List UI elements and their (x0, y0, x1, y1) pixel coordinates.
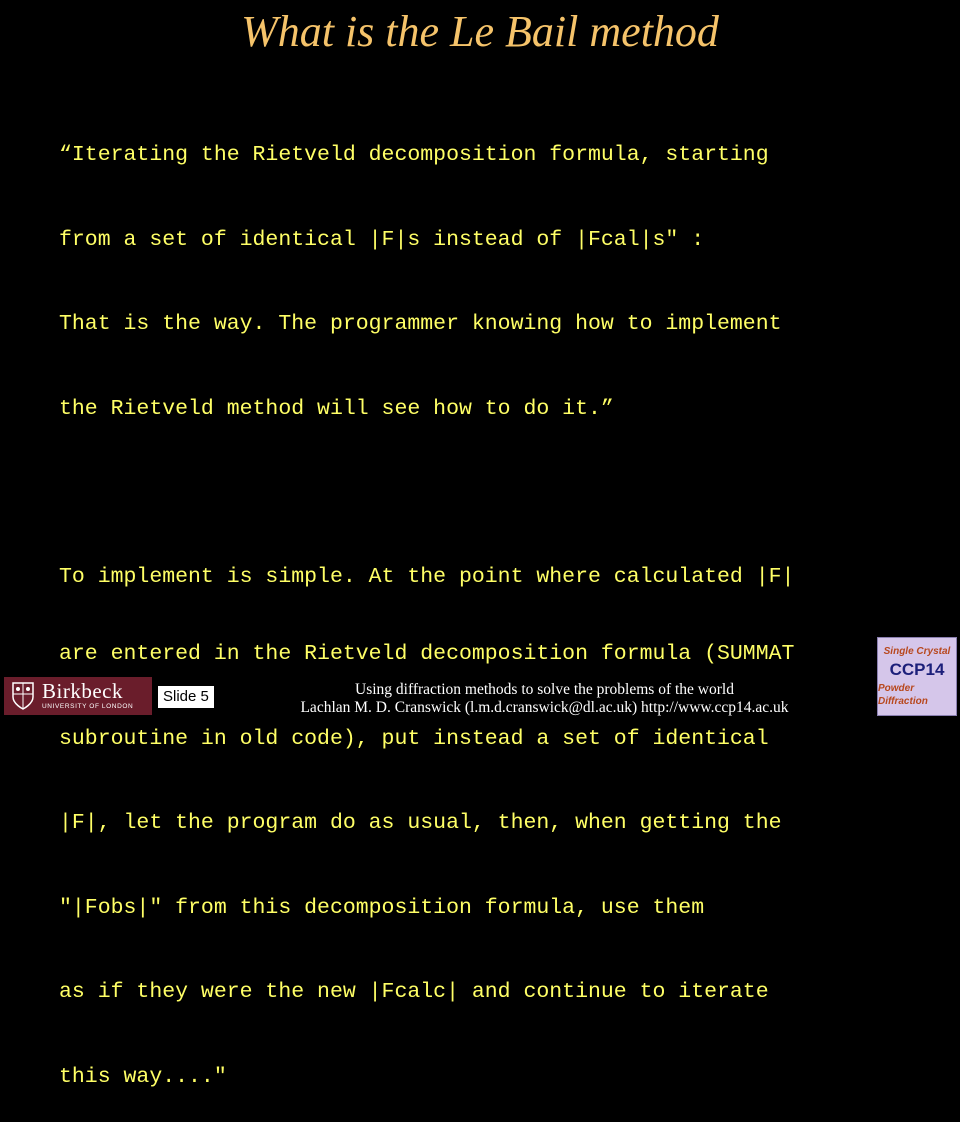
footer-credits (222, 681, 867, 717)
ccp14-top-label: Single Crystal (883, 646, 951, 657)
impl-line: To implement is simple. At the point where calculated |F| (59, 565, 795, 589)
impl-line: subroutine in old code), put instead a set of identical (59, 726, 769, 751)
slide-title: What is the Le Bail method (241, 7, 719, 56)
impl-line: "|Fobs|" from this decomposition formula, use them (59, 895, 705, 920)
impl-line: this way...." (59, 1064, 227, 1089)
credit-line: Lachlan M. D. Cranswick (l.m.d.cranswick@dl.ac.uk) http://www.ccp14.ac.uk (300, 699, 789, 716)
slide-number: Slide 5 (158, 686, 214, 708)
crest-icon (10, 681, 36, 711)
impl-line: as if they were the new |Fcalc| and continue to iterate (59, 980, 769, 1004)
logo-name: Birkbeck (42, 679, 123, 703)
quote-line: from a set of identical |F|s instead of |Fcal|s" : (59, 227, 705, 252)
credit-line: Using diffraction methods to solve the problems of the world (355, 681, 734, 698)
quote-line: “Iterating the Rietveld decomposition formula, starting (59, 143, 769, 167)
paragraph-gap (59, 478, 939, 514)
birkbeck-logo (4, 677, 152, 715)
quote-line: the Rietveld method will see how to do it.” (59, 396, 614, 421)
slide-body (59, 92, 939, 1122)
ccp14-name: CCP14 (889, 660, 945, 679)
impl-line: |F|, let the program do as usual, then, when getting the (59, 811, 782, 835)
logo-subtitle: UNIVERSITY OF LONDON (42, 703, 134, 710)
quote-line: That is the way. The programmer knowing how to implement (59, 312, 782, 336)
ccp14-bottom-label: Powder Diffraction (878, 683, 928, 707)
impl-line: are entered in the Rietveld decomposition formula (SUMMAT (59, 642, 795, 666)
ccp14-logo (877, 637, 957, 716)
